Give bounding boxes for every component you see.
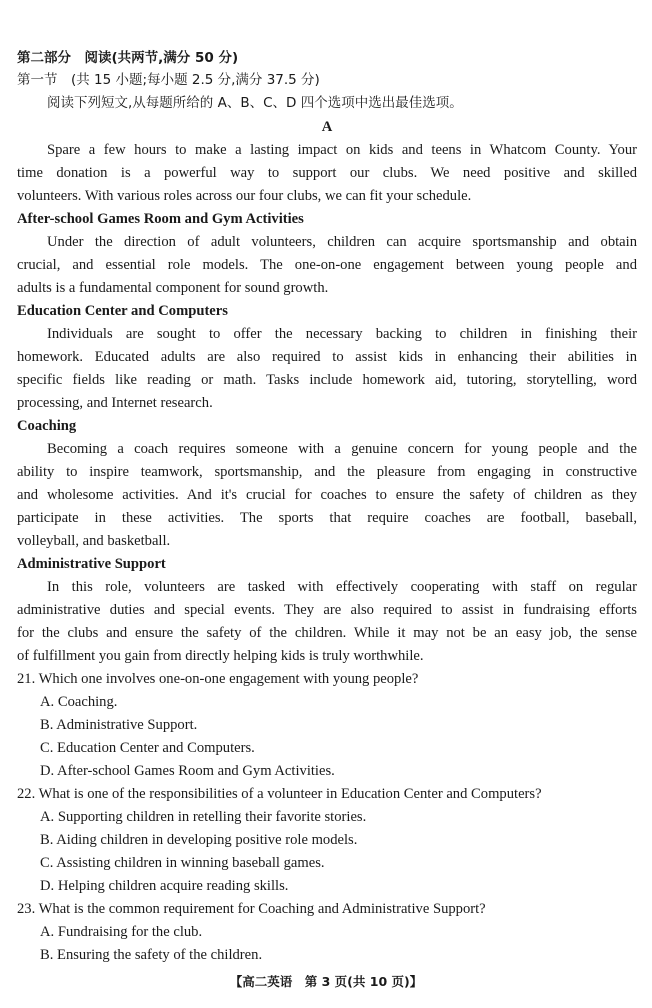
section-line: for the clubs and ensure the safety of the children. While it may not be an easy job, the sense	[17, 625, 637, 641]
section-line: participate in these activities. The sports that require coaches are football, baseball,	[17, 510, 637, 526]
section-line: adults is a fundamental component for sound growth.	[17, 280, 329, 296]
section-line: homework. Educated adults are also required to assist kids in enhancing their abilities in	[17, 349, 637, 365]
question-stem: 23. What is the common requirement for Coaching and Administrative Support?	[17, 901, 486, 917]
section-line: processing, and Internet research.	[17, 395, 213, 411]
section-line: ability to inspire teamwork, sportsmanship, and the pleasure from engaging in constructive	[17, 464, 637, 480]
section-line: specific fields like reading or math. Tasks include homework aid, tutoring, storytelling, word	[17, 372, 637, 388]
passage-letter: A	[321, 119, 333, 135]
answer-option: B. Administrative Support.	[40, 717, 198, 733]
answer-option: D. After-school Games Room and Gym Activities.	[40, 763, 335, 779]
instruction: 阅读下列短文,从每题所给的 A、B、C、D 四个选项中选出最佳选项。	[47, 95, 463, 111]
section-line: and wholesome activities. And it's crucial for coaches to ensure the safety of children as they	[17, 487, 637, 503]
question-stem: 22. What is one of the responsibilities of a volunteer in Education Center and Computers?	[17, 786, 542, 802]
answer-option: A. Coaching.	[40, 694, 118, 710]
section-line: Becoming a coach requires someone with a genuine concern for young people and the	[47, 441, 637, 457]
question-stem: 21. Which one involves one-on-one engagement with young people?	[17, 671, 419, 687]
page-footer: 【高二英语 第 3 页(共 10 页)】	[229, 974, 423, 989]
section-line: volleyball, and basketball.	[17, 533, 171, 549]
section-heading: Coaching	[17, 418, 77, 434]
intro-line: Spare a few hours to make a lasting impact on kids and teens in Whatcom County. Your	[47, 142, 637, 158]
answer-option: A. Supporting children in retelling their favorite stories.	[40, 809, 367, 825]
section-line: crucial, and essential role models. The one-on-one engagement between young people and	[17, 257, 637, 273]
answer-option: C. Assisting children in winning baseball games.	[40, 855, 325, 871]
answer-option: B. Ensuring the safety of the children.	[40, 947, 263, 963]
section-title: 第一节 (共 15 小题;每小题 2.5 分,满分 37.5 分)	[17, 72, 320, 88]
intro-line: time donation is a powerful way to support our clubs. We need positive and skilled	[17, 165, 637, 181]
answer-option: C. Education Center and Computers.	[40, 740, 255, 756]
section-line: Under the direction of adult volunteers, children can acquire sportsmanship and obtain	[47, 234, 637, 250]
section-heading: Education Center and Computers	[17, 303, 228, 319]
part-title: 第二部分 阅读(共两节,满分 50 分)	[17, 50, 239, 66]
section-line: Individuals are sought to offer the necessary backing to children in finishing their	[47, 326, 637, 342]
answer-option: A. Fundraising for the club.	[40, 924, 203, 940]
answer-option: B. Aiding children in developing positive role models.	[40, 832, 358, 848]
section-line: administrative duties and special events. They are also required to assist in fundraising efforts	[17, 602, 637, 618]
section-heading: After-school Games Room and Gym Activities	[17, 211, 304, 227]
section-line: In this role, volunteers are tasked with effectively cooperating with staff on regular	[47, 579, 637, 595]
answer-option: D. Helping children acquire reading skills.	[40, 878, 289, 894]
section-line: of fulfillment you gain from directly helping kids is truly worthwhile.	[17, 648, 424, 664]
intro-line: volunteers. With various roles across our four clubs, we can fit your schedule.	[17, 188, 472, 204]
section-heading: Administrative Support	[17, 556, 166, 572]
